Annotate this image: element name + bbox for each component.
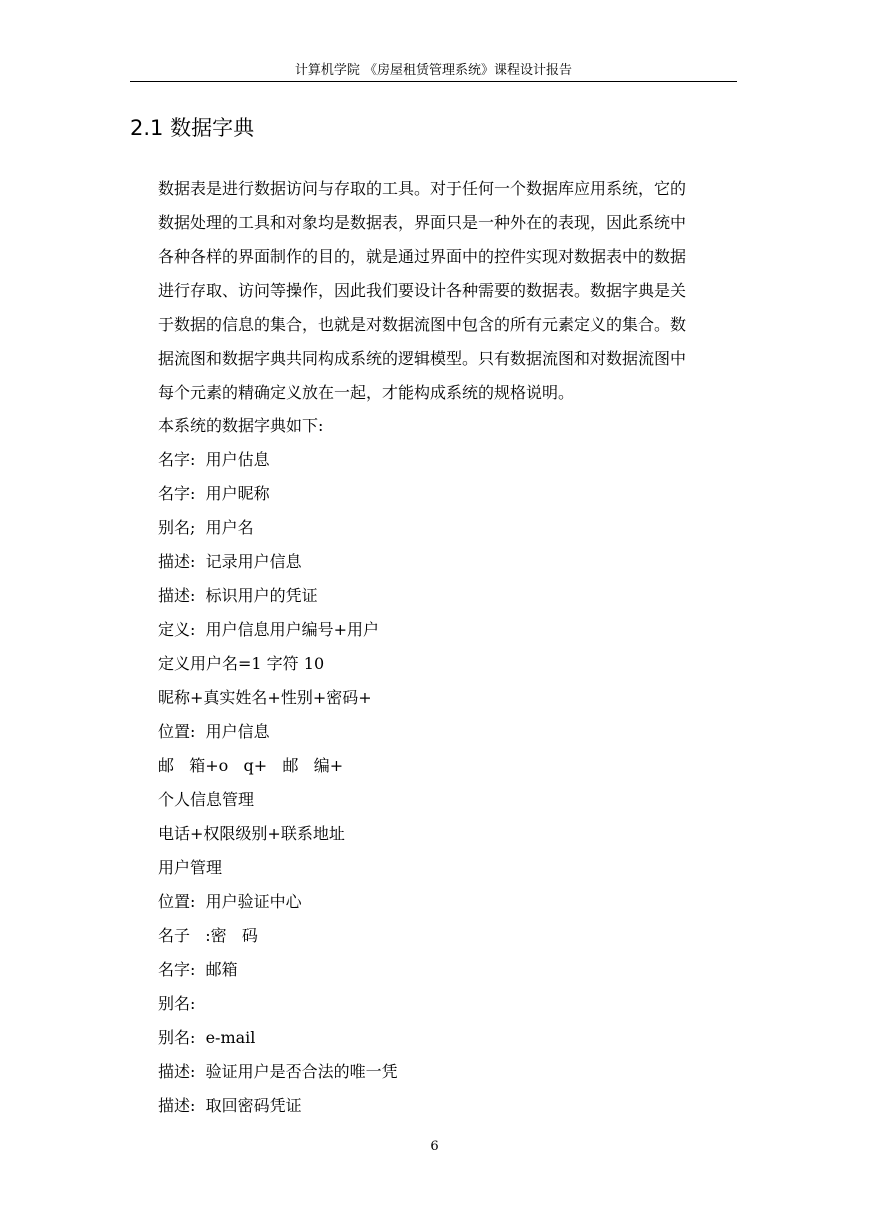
entry-line: 别名: (158, 994, 196, 1013)
entry-line: 电话+权限级别+联系地址 (158, 824, 345, 843)
entry-line: 昵称+真实姓名+性别+密码+ (158, 688, 372, 707)
paragraph-line: 进行存取、访问等操作，因此我们要设计各种需要的数据表。数据字典是关 (158, 281, 687, 300)
section-heading: 2.1 数据字典 (130, 116, 255, 140)
entry-line: 名字: 用户昵称 (158, 484, 270, 503)
paragraph-line: 据流图和数据字典共同构成系统的逻辑模型。只有数据流图和对数据流图中 (158, 349, 687, 368)
entry-line: 别名: e-mail (158, 1028, 256, 1047)
paragraph-line: 数据表是进行数据访问与存取的工具。对于任何一个数据库应用系统，它的 (158, 179, 687, 198)
entry-line: 描述: 验证用户是否合法的唯一凭 (158, 1062, 398, 1081)
entry-line: 用户管理 (158, 858, 223, 877)
entry-line: 名子 :密 码 (158, 926, 258, 945)
entry-line: 定义: 用户信息用户编号+用户 (158, 620, 379, 639)
header-rule (130, 81, 737, 82)
intro-paragraph (158, 172, 742, 410)
entry-line: 位置: 用户信息 (158, 722, 270, 741)
entry-line: 描述: 取回密码凭证 (158, 1096, 302, 1115)
entry-line: 邮 箱+o q+ 邮 编+ (158, 756, 344, 775)
paragraph-line: 数据处理的工具和对象均是数据表，界面只是一种外在的表现，因此系统中 (158, 213, 687, 232)
entry-line: 别名; 用户名 (158, 518, 254, 537)
entry-line: 位置: 用户验证中心 (158, 892, 302, 911)
entry-line: 描述: 记录用户信息 (158, 552, 302, 571)
page-number: 6 (430, 1139, 439, 1154)
entry-line: 描述: 标识用户的凭证 (158, 586, 318, 605)
paragraph-line: 各种各样的界面制作的目的，就是通过界面中的控件实现对数据表中的数据 (158, 247, 687, 266)
entries-intro: 本系统的数据字典如下: (158, 416, 324, 435)
paragraph-line: 于数据的信息的集合，也就是对数据流图中包含的所有元素定义的集合。数 (158, 315, 687, 334)
paragraph-line: 每个元素的精确定义放在一起，才能构成系统的规格说明。 (158, 383, 575, 402)
dictionary-entries (158, 409, 738, 1123)
entry-line: 名字: 用户估息 (158, 450, 270, 469)
entry-line: 定义用户名=1 字符 10 (158, 654, 325, 673)
entry-line: 名字: 邮箱 (158, 960, 238, 979)
page-header: 计算机学院 《房屋租赁管理系统》课程设计报告 (294, 63, 573, 78)
entry-line: 个人信息管理 (158, 790, 255, 809)
